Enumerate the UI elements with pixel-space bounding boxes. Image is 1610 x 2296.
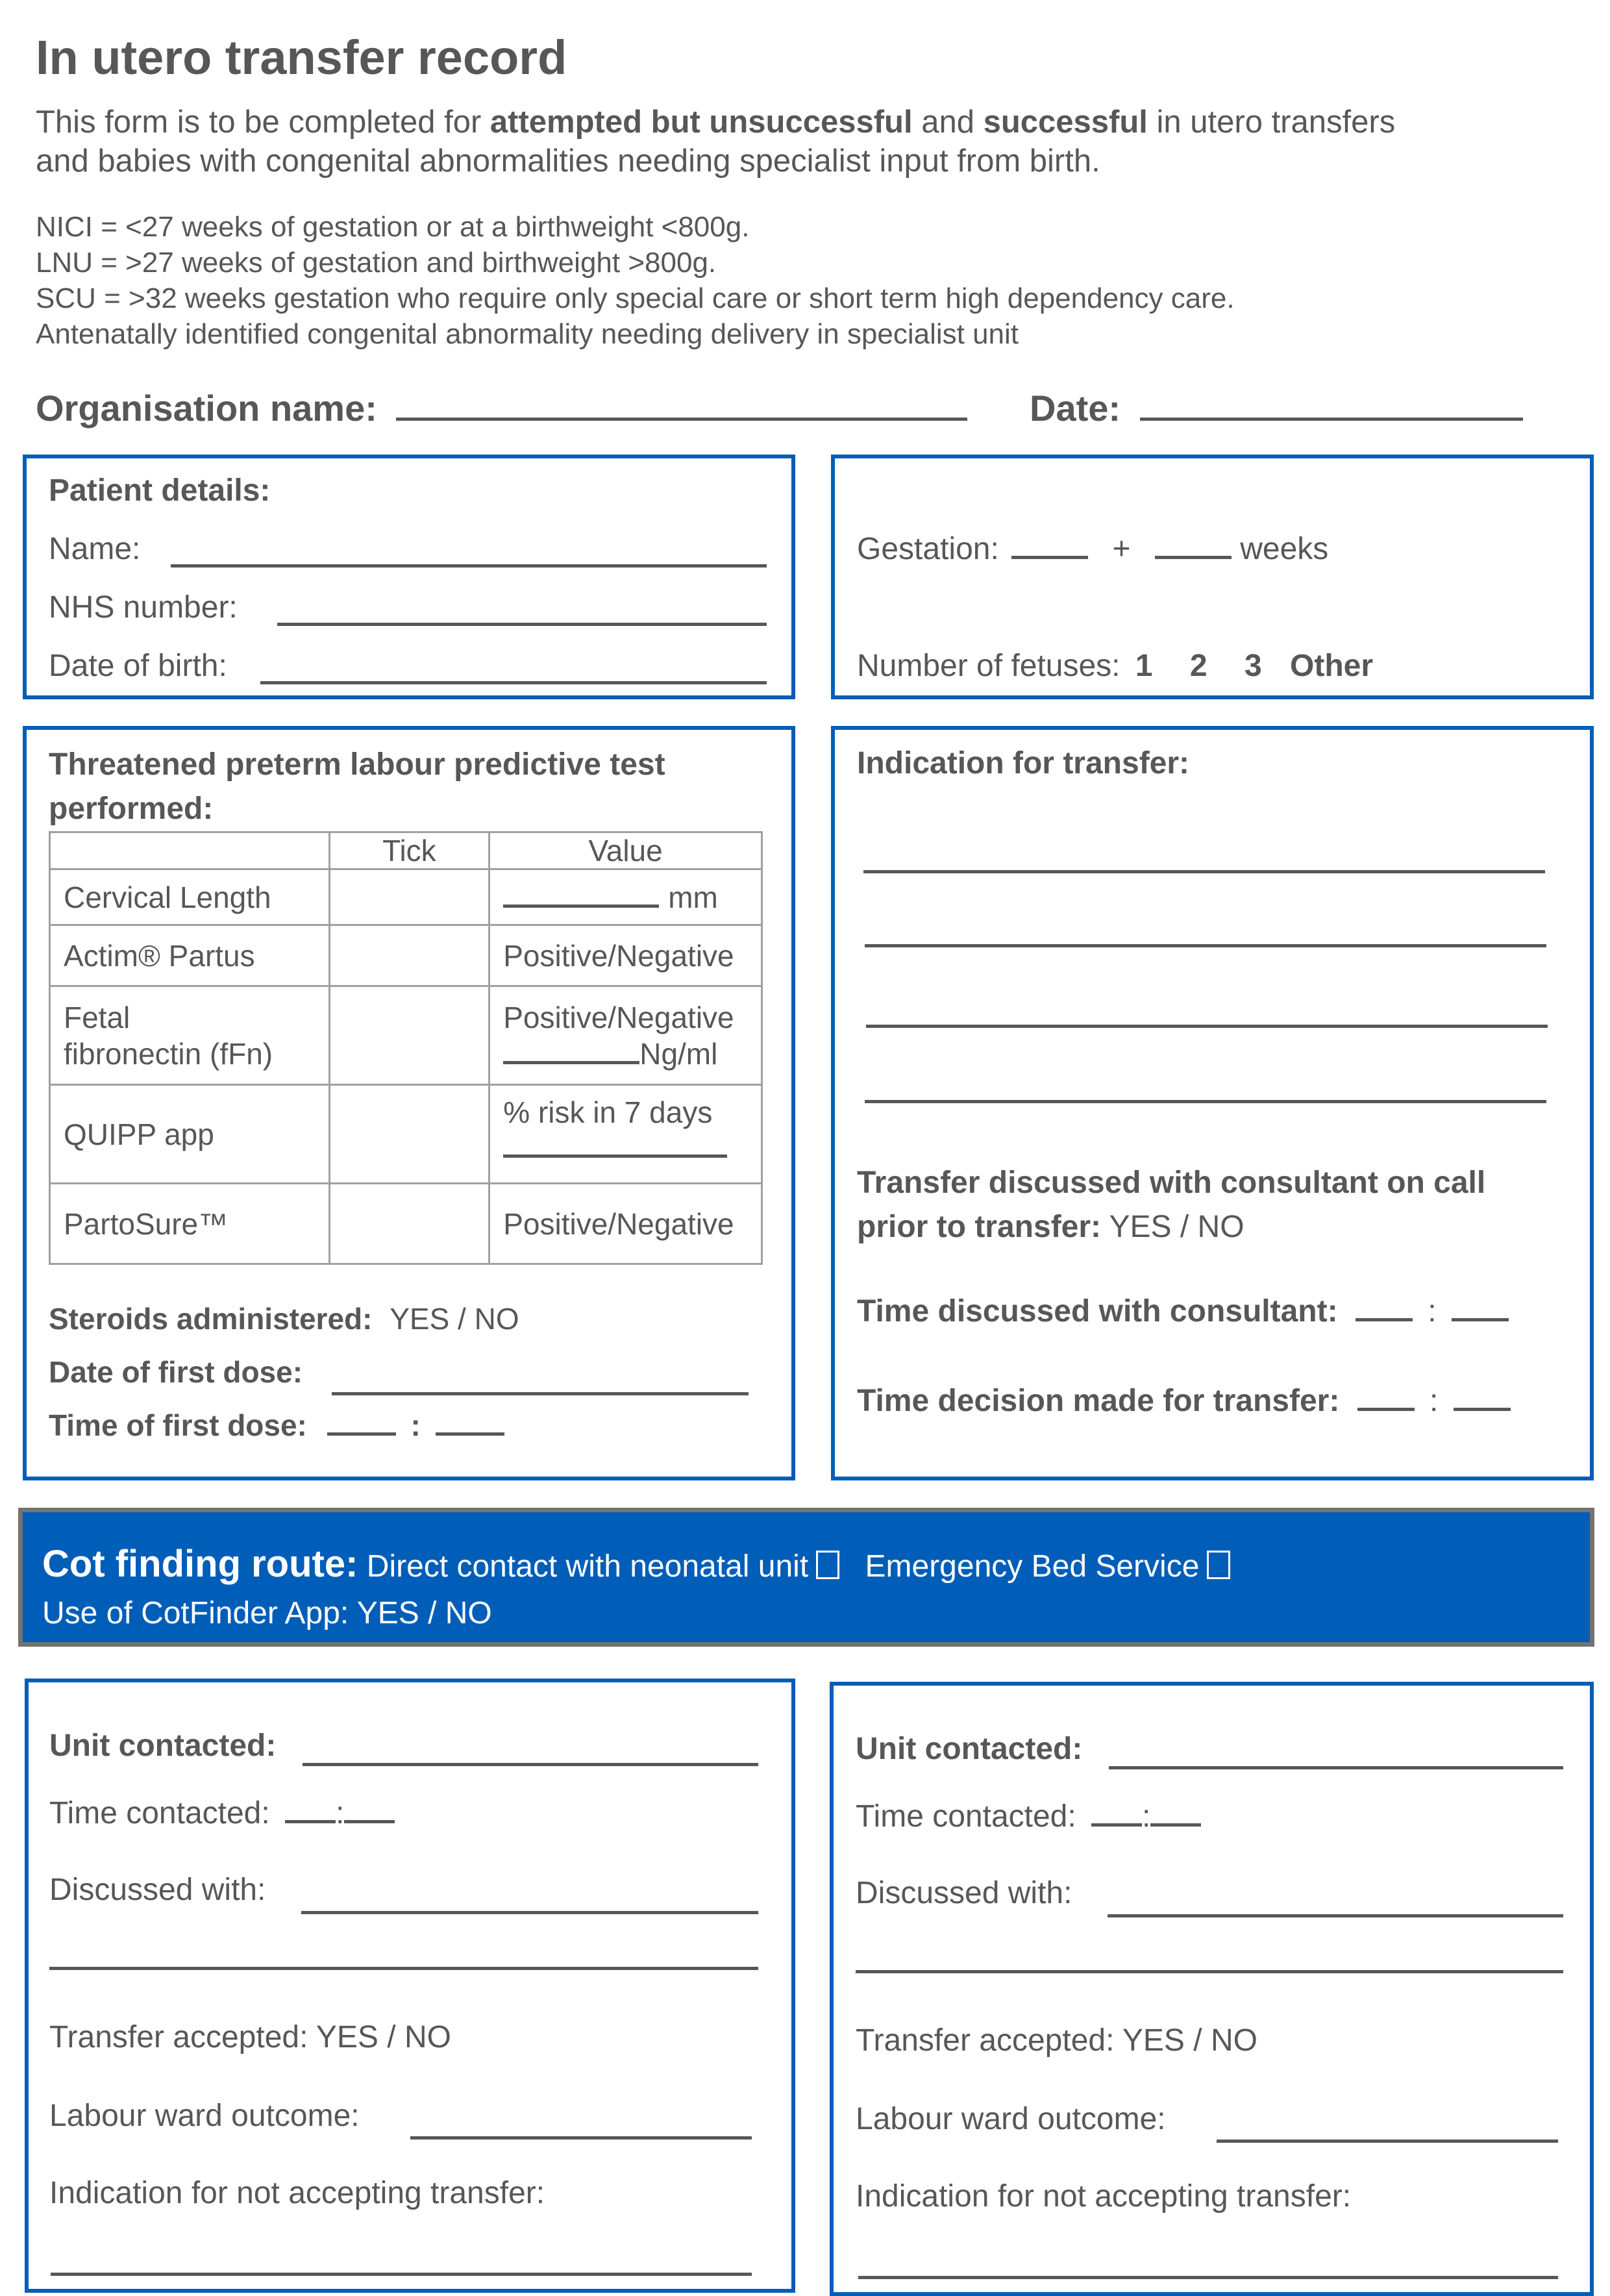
indication-line-3[interactable]	[866, 1025, 1548, 1028]
labour-ward-outcome-field[interactable]	[410, 2136, 752, 2140]
steroids-label: Steroids administered:	[49, 1302, 373, 1336]
time-separator: :	[1142, 1799, 1151, 1834]
emergency-bed-service-label: Emergency Bed Service	[865, 1549, 1200, 1584]
time-separator: :	[1430, 1384, 1439, 1418]
preterm-heading-line1: Threatened preterm labour predictive test	[49, 747, 665, 782]
discussed-with-field[interactable]	[1108, 1914, 1563, 1917]
unit-mm: mm	[668, 880, 718, 914]
intro-text-part: in utero transfers	[1147, 105, 1396, 140]
organisation-label: Organisation name:	[36, 388, 377, 429]
not-accepting-reason-label: Indication for not accepting transfer:	[49, 2176, 545, 2210]
steroids-yes-no[interactable]: YES / NO	[390, 1302, 519, 1336]
cot-finding-heading: Cot finding route:	[42, 1543, 358, 1585]
test-name	[50, 986, 330, 1085]
quipp-risk-label: % risk in 7 days	[503, 1095, 713, 1129]
time-contacted-label: Time contacted:	[856, 1799, 1076, 1834]
unit-contacted-field[interactable]	[1109, 1766, 1563, 1769]
time-first-dose-minutes[interactable]	[436, 1432, 504, 1436]
test-name-line2: fibronectin (fFn)	[64, 1036, 273, 1071]
gestation-days-field[interactable]	[1155, 556, 1232, 559]
name-field[interactable]	[171, 564, 767, 568]
weeks-label: weeks	[1240, 532, 1329, 566]
nhs-number-field[interactable]	[277, 623, 767, 626]
indication-heading: Indication for transfer:	[857, 746, 1190, 780]
preterm-heading-line2: performed:	[49, 792, 214, 826]
date-first-dose-label: Date of first dose:	[49, 1355, 303, 1389]
consultant-discussed-label-line2: prior to transfer:	[857, 1210, 1102, 1244]
organisation-field[interactable]	[396, 418, 967, 421]
time-contacted-row	[856, 1799, 1201, 1834]
value-cell[interactable]: Positive/Negative	[489, 925, 762, 986]
time-contacted-minutes[interactable]	[1150, 1823, 1201, 1827]
definitions-list	[36, 209, 1235, 352]
patient-details-heading: Patient details:	[49, 473, 271, 508]
table-row-quipp-app	[50, 1085, 762, 1184]
tick-cell[interactable]	[329, 925, 489, 986]
time-decision-label: Time decision made for transfer:	[857, 1384, 1340, 1418]
fetuses-label: Number of fetuses:	[857, 649, 1121, 683]
fetus-option-2[interactable]: 2	[1189, 649, 1208, 683]
preterm-heading	[49, 743, 665, 831]
unit-contact-box-2	[830, 1682, 1594, 2296]
time-contacted-minutes[interactable]	[344, 1820, 395, 1823]
time-first-dose-row	[49, 1408, 504, 1443]
table-row-cervical-length	[50, 869, 762, 925]
unit-contacted-label: Unit contacted:	[856, 1732, 1083, 1766]
unit-contact-box-1	[25, 1678, 795, 2293]
steroids-row	[49, 1301, 519, 1336]
not-accepting-reason-field[interactable]	[51, 2273, 752, 2276]
patient-details-box	[23, 455, 795, 699]
name-label: Name:	[49, 532, 141, 566]
tick-cell[interactable]	[329, 1184, 489, 1264]
test-name: PartoSure™	[50, 1184, 330, 1264]
fetuses-row	[857, 648, 1373, 684]
ffn-result[interactable]: Positive/Negative	[503, 1000, 734, 1034]
indication-line-4[interactable]	[865, 1100, 1546, 1103]
time-decision-row	[857, 1383, 1511, 1419]
cot-finding-row	[42, 1542, 1230, 1586]
indication-line-2[interactable]	[865, 944, 1546, 947]
unit-ng-ml: Ng/ml	[639, 1036, 718, 1071]
not-accepting-reason-label: Indication for not accepting transfer:	[856, 2179, 1352, 2214]
table-header-row	[50, 832, 762, 869]
quipp-risk-field[interactable]	[503, 1154, 727, 1158]
indication-line-1[interactable]	[863, 870, 1545, 873]
date-label: Date:	[1030, 388, 1121, 429]
time-contacted-hours[interactable]	[1091, 1823, 1142, 1827]
direct-contact-checkbox[interactable]	[816, 1551, 839, 1579]
unit-contacted-field[interactable]	[303, 1763, 758, 1766]
labour-ward-outcome-label: Labour ward outcome:	[856, 2102, 1166, 2136]
cotfinder-app-label[interactable]: Use of CotFinder App: YES / NO	[42, 1596, 492, 1630]
value-cell	[489, 1085, 762, 1184]
value-cell	[489, 986, 762, 1085]
tick-cell[interactable]	[329, 986, 489, 1085]
table-row-fetal-fibronectin	[50, 986, 762, 1085]
value-cell	[489, 869, 762, 925]
fetus-option-1[interactable]: 1	[1135, 649, 1153, 683]
time-discussed-row	[857, 1293, 1509, 1329]
gestation-weeks-field[interactable]	[1011, 556, 1088, 559]
gestation-label-text: Gestation:	[857, 532, 999, 566]
cot-finding-banner	[18, 1508, 1594, 1647]
time-separator: :	[336, 1796, 345, 1830]
page-title: In utero transfer record	[36, 31, 567, 84]
fetus-option-3[interactable]: 3	[1244, 649, 1262, 683]
discussed-with-field-line2[interactable]	[49, 1967, 758, 1970]
gestation-box	[831, 455, 1594, 699]
test-name: Actim® Partus	[50, 925, 330, 986]
transfer-accepted-yes-no[interactable]: Transfer accepted: YES / NO	[856, 2023, 1257, 2058]
time-decision-minutes[interactable]	[1454, 1408, 1511, 1411]
discussed-with-field[interactable]	[301, 1911, 758, 1914]
table-row-actim-partus	[50, 925, 762, 986]
time-discussed-label: Time discussed with consultant:	[857, 1294, 1338, 1329]
intro-emphasis: attempted but unsuccessful	[489, 105, 913, 140]
intro-text	[36, 103, 1594, 181]
plus-sign: +	[1112, 532, 1131, 566]
test-name-line1: Fetal	[64, 1000, 130, 1034]
tick-cell[interactable]	[329, 869, 489, 925]
gestation-label	[857, 531, 1328, 567]
time-contacted-hours[interactable]	[285, 1820, 336, 1823]
date-of-birth-field[interactable]	[260, 681, 767, 684]
column-header-value: Value	[489, 832, 762, 869]
time-decision-hours[interactable]	[1357, 1408, 1415, 1411]
tick-cell[interactable]	[329, 1085, 489, 1184]
time-contacted-label: Time contacted:	[49, 1796, 270, 1830]
nhs-number-label: NHS number:	[49, 590, 238, 625]
cervical-length-field[interactable]	[503, 905, 659, 908]
time-discussed-minutes[interactable]	[1452, 1318, 1509, 1321]
intro-text-line2: and babies with congenital abnormalities needing specialist input from birth.	[36, 144, 1100, 179]
fetus-option-other[interactable]: Other	[1290, 649, 1374, 683]
labour-ward-outcome-field[interactable]	[1217, 2140, 1558, 2143]
intro-emphasis: successful	[983, 105, 1148, 140]
intro-text-part: This form is to be completed for	[36, 105, 490, 140]
time-discussed-hours[interactable]	[1356, 1318, 1413, 1321]
unit-contacted-label: Unit contacted:	[49, 1728, 277, 1763]
preterm-test-box	[23, 726, 795, 1480]
discussed-with-label: Discussed with:	[49, 1873, 266, 1907]
discussed-with-label: Discussed with:	[856, 1876, 1072, 1910]
consultant-discussed-yes-no[interactable]: YES / NO	[1109, 1210, 1245, 1244]
predictive-tests-table	[49, 831, 763, 1265]
test-name: Cervical Length	[50, 869, 330, 925]
indication-box	[831, 726, 1594, 1480]
labour-ward-outcome-label: Labour ward outcome:	[49, 2099, 360, 2133]
date-field[interactable]	[1140, 418, 1523, 421]
date-first-dose-field[interactable]	[332, 1392, 749, 1395]
time-separator: :	[1428, 1294, 1437, 1329]
organisation-date-row	[36, 387, 1594, 432]
time-separator: :	[410, 1408, 421, 1442]
column-header-tick: Tick	[329, 832, 489, 869]
time-contacted-row	[49, 1795, 395, 1831]
consultant-discussed-label-line1: Transfer discussed with consultant on call	[857, 1166, 1486, 1200]
definition-lnu: LNU = >27 weeks of gestation and birthweight >800g.	[36, 247, 717, 279]
transfer-accepted-yes-no[interactable]: Transfer accepted: YES / NO	[49, 2020, 451, 2054]
definition-nici: NICI = <27 weeks of gestation or at a birthweight <800g.	[36, 211, 750, 243]
date-of-birth-label: Date of birth:	[49, 649, 227, 683]
value-cell[interactable]: Positive/Negative	[489, 1184, 762, 1264]
definition-congenital: Antenatally identified congenital abnormality needing delivery in specialist unit	[36, 318, 1019, 350]
column-header-test	[50, 832, 330, 869]
direct-contact-label: Direct contact with neonatal unit	[366, 1549, 809, 1584]
emergency-bed-service-checkbox[interactable]	[1207, 1551, 1230, 1579]
test-name: QUIPP app	[50, 1085, 330, 1184]
table-row-partosure	[50, 1184, 762, 1264]
discussed-with-field-line2[interactable]	[856, 1970, 1563, 1973]
intro-text-part: and	[912, 105, 984, 140]
time-first-dose-hours[interactable]	[327, 1432, 396, 1436]
definition-scu: SCU = >32 weeks gestation who require only special care or short term high dependency care.	[36, 282, 1235, 314]
consultant-discussed-row	[857, 1161, 1485, 1249]
time-first-dose-label: Time of first dose:	[49, 1408, 307, 1442]
ffn-value-field[interactable]	[503, 1061, 639, 1064]
